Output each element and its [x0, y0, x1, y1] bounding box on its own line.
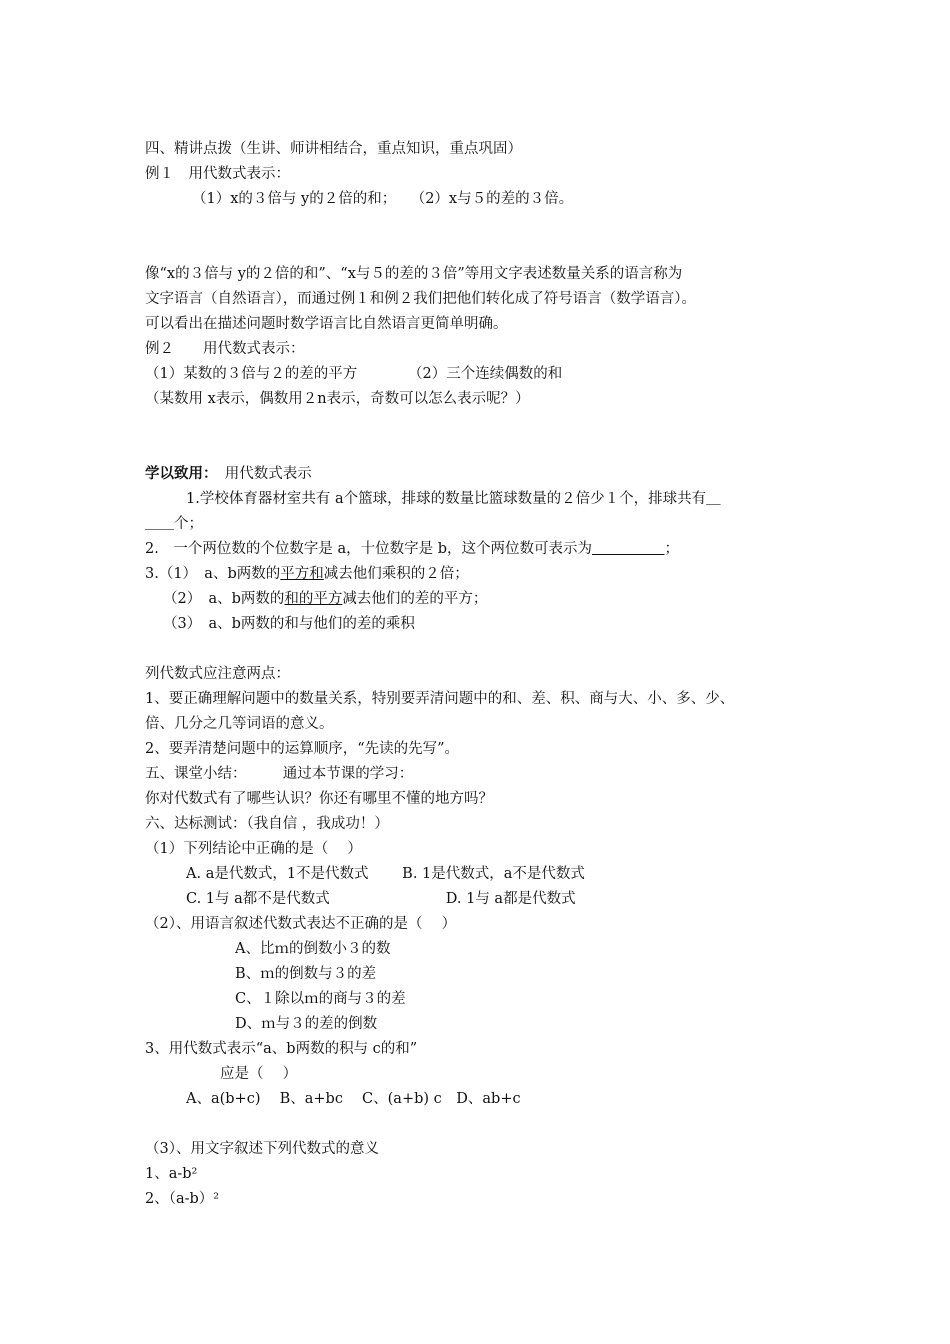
test-q4-item1: 1、a-b²: [145, 1166, 198, 1182]
section4-heading: 四、精讲点拨（生讲、师讲相结合，重点知识，重点巩固）: [145, 141, 522, 157]
apply-q3-1-rest: 减去他们乘积的２倍；: [323, 566, 469, 582]
test-q1-options-cd: C. 1与 a都不是代数式 D. 1与 a都是代数式: [186, 891, 576, 907]
paragraph-line-3: 可以看出在描述问题时数学语言比自然语言更简单明确。: [145, 316, 508, 332]
apply-title-rest: 用代数式表示: [210, 466, 312, 482]
apply-q3-2-rest: 减去他们的差的平方；: [342, 591, 488, 607]
apply-q3-1: [145, 564, 469, 584]
test-q3: 3、用代数式表示“a、b两数的积与 c的和”: [145, 1041, 418, 1057]
underlined-term: 平方和: [280, 566, 324, 582]
apply-title: [145, 464, 312, 484]
test-q2-option-b: B、ｍ的倒数与３的差: [235, 966, 377, 982]
apply-q1-line2: ＿＿个；: [145, 516, 203, 532]
test-q1-options-ab: A. a是代数式，1不是代数式 B. 1是代数式，a不是代数式: [186, 866, 585, 882]
apply-q2-text: 2. 一个两位数的个位数字是 a，十位数字是 b，这个两位数可表示为: [145, 541, 592, 557]
section6-heading: 六、达标测试：（我自信 ，我成功！）: [145, 816, 389, 832]
example1-title: 例１ 用代数式表示：: [145, 166, 290, 182]
test-q2-option-a: A、比ｍ的倒数小３的数: [235, 941, 391, 957]
example2-note: （某数用 x表示，偶数用２n表示，奇数可以怎么表示呢？）: [145, 391, 530, 407]
apply-q2-end: ；: [664, 541, 679, 557]
notes-title: 列代数式应注意两点：: [145, 666, 290, 682]
test-q4: （3）、用文字叙述下列代数式的意义: [145, 1141, 379, 1157]
note2: 2、要弄清楚问题中的运算顺序，“先读的先写”。: [145, 741, 460, 757]
apply-title-bold: 学以致用：: [145, 465, 211, 482]
paragraph-line-2: 文字语言（自然语言），而通过例１和例２我们把他们转化成了符号语言（数学语言）。: [145, 291, 696, 307]
apply-q3-2: [163, 589, 487, 609]
apply-q2: [145, 539, 679, 559]
test-q1: （1）下列结论中正确的是（ ）: [145, 841, 362, 857]
paragraph-line-1: 像“x的３倍与 y的２倍的和”、“x与５的差的３倍”等用文字表述数量关系的语言称为: [145, 266, 683, 282]
section5-heading: 五、课堂小结： 通过本节课的学习：: [145, 766, 414, 782]
answer-blank: [592, 541, 665, 557]
example2-items: （1）某数的３倍与２的差的平方 （2）三个连续偶数的和: [145, 366, 563, 382]
apply-q3-1-text: 3.（1） a、b两数的: [145, 566, 281, 582]
apply-q1-line1: 1.学校体育器材室共有 a个篮球，排球的数量比篮球数量的２倍少１个，排球共有＿: [186, 491, 721, 507]
test-q3-answer: 应是（ ）: [220, 1066, 298, 1082]
test-q3-options: A、a(b+c) B、a+bc C、(a+b) c D、ab+c: [186, 1091, 521, 1107]
test-q4-item2: 2、（a-b）²: [145, 1191, 220, 1207]
test-q2: （2）、用语言叙述代数式表达不正确的是（ ）: [145, 916, 457, 932]
underlined-term: 和的平方: [284, 591, 343, 607]
section5-question: 你对代数式有了哪些认识？你还有哪里不懂的地方吗？: [145, 791, 493, 807]
example2-title: 例２ 用代数式表示：: [145, 341, 305, 357]
example1-items: （1）x的３倍与 y的２倍的和； （2）x与５的差的３倍。: [192, 191, 574, 207]
apply-q3-2-text: （2） a、b两数的: [163, 591, 285, 607]
note1-line2: 倍、几分之几等词语的意义。: [145, 716, 334, 732]
test-q2-option-c: C、１除以ｍ的商与３的差: [235, 991, 406, 1007]
test-q2-option-d: D、ｍ与３的差的倒数: [235, 1016, 378, 1032]
apply-q3-3: （3） a、b两数的和与他们的差的乘积: [163, 616, 415, 632]
note1-line1: 1、要正确理解问题中的数量关系，特别要弄清问题中的和、差、积、商与大、小、多、少、: [145, 691, 735, 707]
